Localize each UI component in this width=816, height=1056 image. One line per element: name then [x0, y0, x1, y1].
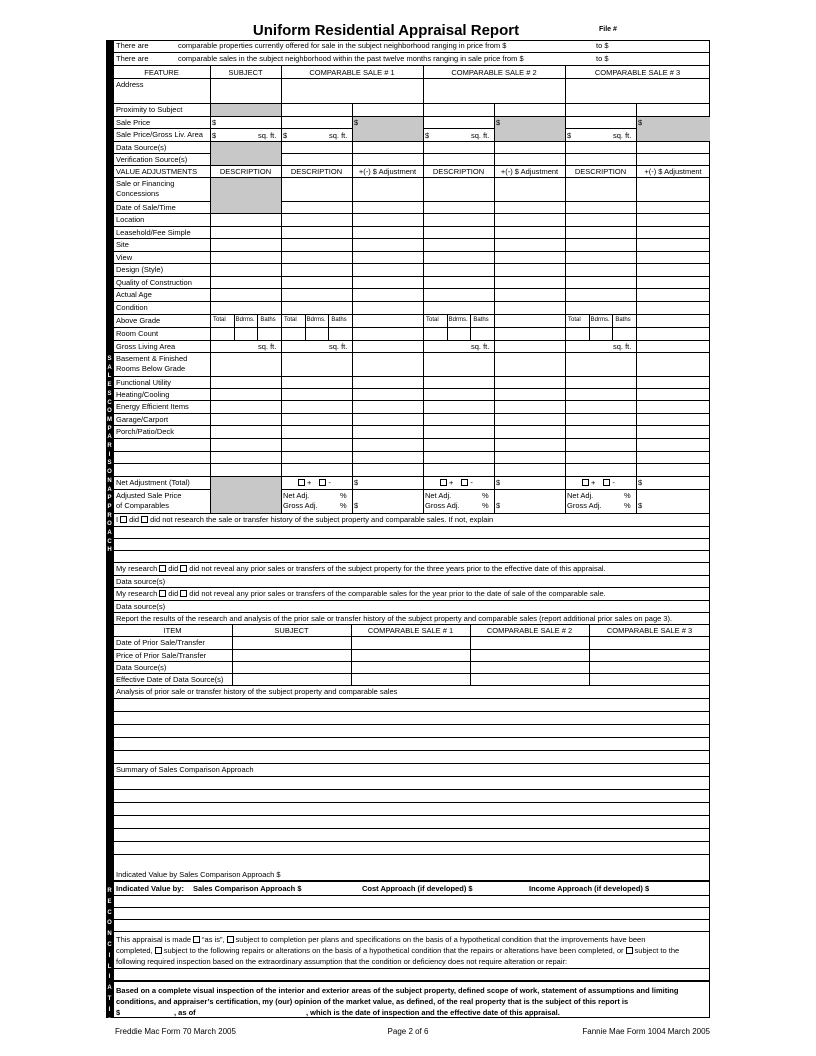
row-divider [113, 649, 710, 650]
row-divider [113, 968, 710, 969]
row-label: Leasehold/Fee Simple [116, 228, 191, 237]
sidebar-letter: A [107, 985, 112, 992]
made-subject-to: subject to the [634, 946, 680, 955]
made-repairs: subject to the following repairs or alterations on the basis of a hypothetical condition that the repairs or alterations have been completed, or [163, 946, 624, 955]
rooms-total: Total [568, 317, 581, 323]
net-adjustment-signs [296, 478, 331, 487]
footer-freddie: Freddie Mac Form 70 March 2005 [115, 1027, 236, 1036]
sidebar-letter: P [107, 495, 112, 502]
rooms-total: Total [213, 317, 226, 323]
row-label: VALUE ADJUSTMENTS [116, 167, 198, 176]
row-divider [113, 841, 710, 842]
made-as-is: “as is”, [202, 935, 225, 944]
row-label: Verification Source(s) [116, 155, 188, 164]
row-divider [113, 600, 710, 601]
column-divider [470, 314, 471, 340]
row-divider [113, 425, 710, 426]
row-divider [113, 737, 710, 738]
row-divider [113, 789, 710, 790]
sidebar-letter: I [108, 1006, 111, 1013]
net-adjustment-dollar: $ [354, 478, 359, 487]
row-label: Sale Price/Gross Liv. Area [116, 130, 203, 139]
column-divider [612, 314, 613, 340]
my-research-label: My research [116, 589, 158, 598]
recon-income-approach: Income Approach (if developed) $ [529, 884, 650, 893]
research-subject-text: did not reveal any prior sales or transfers of the subject property for the three years prior to the effective date of this appraisal. [189, 564, 606, 573]
sidebar-sales-comparison [106, 355, 113, 555]
checkbox[interactable] [626, 947, 633, 954]
row-divider [113, 65, 710, 66]
row-divider [113, 153, 710, 154]
sidebar-letter: R [107, 512, 112, 519]
header-subject: SUBJECT [228, 68, 263, 77]
sidebar-letter: C [107, 538, 112, 545]
gross-adj-percent: % [340, 501, 347, 510]
row-divider [113, 288, 710, 289]
row-divider [113, 776, 710, 777]
based-as-of: , as of [174, 1008, 196, 1017]
row-label: Condition [116, 303, 148, 312]
row-label: View [116, 253, 133, 262]
row-label: Concessions [116, 189, 159, 198]
comp2-gla-sqft: sq. ft. [471, 342, 490, 351]
page-title: Uniform Residential Appraisal Report [252, 22, 520, 39]
rooms-bdrms: Bdrms. [590, 317, 610, 323]
intro-offered-text: comparable properties currently offered for sale in the subject neighborhood ranging in price from $ [178, 41, 507, 50]
minus-sign: - [470, 478, 473, 487]
row-label: Rooms Below Grade [116, 364, 186, 373]
row-divider [113, 413, 710, 414]
row-label: Location [116, 215, 145, 224]
sidebar-letter: C [107, 399, 112, 406]
history-header-comp1: COMPARABLE SALE # 1 [367, 626, 454, 635]
column-divider [257, 314, 258, 340]
header-feature: FEATURE [144, 68, 179, 77]
analysis-label: Analysis of prior sale or transfer history of the subject property and comparable sales [116, 687, 398, 696]
research-comparable-text: did not reveal any prior sales or transfers of the comparable sales for the year prior to the date of sale of the comparable sale. [189, 589, 606, 598]
row-divider [113, 314, 710, 315]
row-divider [113, 476, 710, 477]
sidebar-letter: E [107, 382, 112, 389]
subject-psf-dollar: $ [212, 131, 217, 140]
row-divider [113, 538, 710, 539]
made-a: This appraisal is made [116, 935, 192, 944]
row-divider [113, 201, 710, 202]
sidebar-letter: N [107, 1028, 112, 1035]
comp3-psf-sqft: sq. ft. [613, 131, 632, 140]
row-divider [113, 673, 710, 674]
checkbox[interactable] [319, 479, 326, 486]
shaded-cell [211, 178, 281, 214]
row-label: Data Source(s) [116, 143, 167, 152]
recon-sales-approach: Sales Comparison Approach $ [193, 884, 302, 893]
row-divider [113, 828, 710, 829]
did-label: did [129, 515, 140, 524]
row-divider [113, 301, 710, 302]
sidebar-letter: A [107, 434, 112, 441]
comp3-price-dollar: $ [638, 118, 643, 127]
comp2-price-dollar: $ [496, 118, 501, 127]
comp1-psf-dollar: $ [283, 131, 288, 140]
row-divider [113, 661, 710, 662]
sidebar-letter: N [107, 477, 112, 484]
checkbox[interactable] [159, 590, 166, 597]
row-label: Quality of Construction [116, 278, 192, 287]
net-adjustment-signs [580, 478, 615, 487]
rooms-baths: Baths [473, 317, 489, 323]
row-divider [113, 919, 710, 920]
row-label: Basement & Finished [116, 354, 188, 363]
did-not-research-text: did not research the sale or transfer history of the subject property and comparable sales. If not, explain [150, 515, 494, 524]
sidebar-letter: S [107, 390, 112, 397]
row-label: Design (Style) [116, 265, 164, 274]
row-divider [113, 263, 710, 264]
column-divider [636, 103, 637, 513]
plus-sign: + [307, 478, 312, 487]
checkbox[interactable] [180, 565, 187, 572]
net-adjustment-dollar: $ [496, 478, 501, 487]
sidebar-letter: A [107, 364, 112, 371]
shaded-cell [211, 104, 282, 117]
sidebar-letter: R [107, 888, 112, 894]
column-divider [565, 65, 566, 513]
history-row-label: Price of Prior Sale/Transfer [116, 651, 207, 660]
row-label: Site [116, 240, 129, 249]
did-label: did [168, 564, 179, 573]
gross-adj-percent: % [482, 501, 489, 510]
row-divider [113, 103, 710, 104]
header-comp2: COMPARABLE SALE # 2 [451, 68, 537, 77]
row-divider [113, 685, 710, 686]
sidebar-letter: C [107, 909, 112, 916]
row-label: Date of Sale/Time [116, 203, 176, 212]
row-divider [113, 226, 710, 227]
recon-cost-approach: Cost Approach (if developed) $ [362, 884, 473, 893]
comp1-price-dollar: $ [354, 118, 359, 127]
sidebar-letter: C [107, 941, 112, 948]
row-label: Sale Price [116, 118, 151, 127]
header-comp1: COMPARABLE SALE # 1 [309, 68, 395, 77]
row-label: Garage/Carport [116, 415, 169, 424]
row-divider [113, 624, 710, 625]
rooms-bdrms: Bdrms. [235, 317, 255, 323]
column-divider [281, 65, 282, 513]
checkbox[interactable] [159, 565, 166, 572]
row-label: Proximity to Subject [116, 105, 183, 114]
rooms-bdrms: Bdrms. [448, 317, 468, 323]
row-divider [113, 526, 710, 527]
adjusted-price-dollar: $ [496, 501, 501, 510]
sidebar-letter: T [107, 995, 112, 1002]
comp1-description-header: DESCRIPTION [290, 167, 343, 176]
sidebar-letter: O [107, 408, 112, 415]
row-label: Energy Efficient Items [116, 402, 189, 411]
rooms-baths: Baths [260, 317, 276, 323]
row-divider [113, 251, 710, 252]
sidebar-letter: A [107, 486, 112, 493]
adjusted-price-dollar: $ [354, 501, 359, 510]
made-completion: subject to completion per plans and specifications on the basis of a hypothetical condition that the improvements have been [235, 935, 646, 944]
row-label: Functional Utility [116, 378, 172, 387]
rooms-baths: Baths [615, 317, 631, 323]
comp1-adjustment-header: +(-) $ Adjustment [358, 167, 417, 176]
history-header-comp3: COMPARABLE SALE # 3 [606, 626, 693, 635]
row-divider [113, 698, 710, 699]
checkbox[interactable] [227, 936, 234, 943]
checkbox[interactable] [193, 936, 200, 943]
checkbox[interactable] [180, 590, 187, 597]
row-divider [113, 907, 710, 908]
row-divider [113, 463, 710, 464]
row-divider [113, 165, 710, 166]
column-divider [328, 314, 329, 340]
row-divider [113, 854, 710, 855]
row-divider [113, 636, 710, 637]
sidebar-reconciliation [106, 886, 113, 1037]
subject-gla-sqft: sq. ft. [258, 342, 277, 351]
row-label: Actual Age [116, 290, 152, 299]
header-comp3: COMPARABLE SALE # 3 [594, 68, 681, 77]
based-line-2: conditions, and appraiser’s certification, my (our) opinion of the market value, as defined, of the real property that is the subject of this report is [116, 997, 629, 1006]
row-label: of Comparables [116, 501, 169, 510]
sidebar-letter: S [107, 356, 112, 362]
row-label: Sale or Financing [116, 179, 175, 188]
sidebar-letter: E [107, 898, 112, 905]
plus-sign: + [591, 478, 596, 487]
intro-to-1: to $ [596, 41, 609, 50]
row-divider [113, 763, 710, 764]
footer-fannie: Fannie Mae Form 1004 March 2005 [582, 1027, 710, 1036]
history-header-item: ITEM [163, 626, 182, 635]
subject-description-header: DESCRIPTION [219, 167, 272, 176]
sidebar-letter: H [107, 547, 112, 554]
gross-adj-label: Gross Adj. [283, 501, 318, 510]
row-divider [113, 400, 710, 401]
rooms-baths: Baths [331, 317, 347, 323]
checkbox[interactable] [582, 479, 589, 486]
rooms-total: Total [284, 317, 297, 323]
row-label: Above Grade [116, 316, 161, 325]
comp2-description-header: DESCRIPTION [432, 167, 485, 176]
row-divider [113, 815, 710, 816]
shaded-cell [211, 477, 281, 514]
based-effective-date: , which is the date of inspection and the effective date of this appraisal. [306, 1008, 560, 1017]
sidebar-letter: R [107, 443, 112, 450]
comp2-adjustment-header: +(-) $ Adjustment [500, 167, 559, 176]
row-divider [113, 438, 710, 439]
sidebar-letter: L [107, 963, 112, 970]
row-divider [113, 52, 710, 53]
column-divider [494, 103, 495, 513]
row-divider [113, 724, 710, 725]
column-divider [352, 103, 353, 513]
research-did-line [116, 515, 493, 524]
my-research-label: My research [116, 564, 158, 573]
sidebar-letter: N [107, 931, 112, 938]
row-label: Net Adjustment (Total) [116, 478, 190, 487]
intro-sales-text: comparable sales in the subject neighborhood within the past twelve months ranging in sale price from $ [178, 54, 524, 63]
sidebar-letter: O [107, 920, 112, 927]
checkbox[interactable] [603, 479, 610, 486]
row-divider [113, 388, 710, 389]
checkbox[interactable] [440, 479, 447, 486]
sidebar-letter: S [107, 460, 112, 467]
net-adj-label: Net Adj. [425, 491, 452, 500]
checkbox[interactable] [298, 479, 305, 486]
row-divider [113, 802, 710, 803]
history-row-label: Date of Prior Sale/Transfer [116, 638, 205, 647]
row-divider [113, 550, 710, 551]
row-divider [113, 238, 710, 239]
i-label: I [116, 515, 119, 524]
gross-adj-percent: % [624, 501, 631, 510]
history-row-label: Effective Date of Data Source(s) [116, 675, 224, 684]
history-row-label: Data Source(s) [116, 663, 167, 672]
history-header-subject: SUBJECT [274, 626, 309, 635]
row-divider [113, 141, 710, 142]
data-sources-2: Data source(s) [116, 602, 166, 611]
indicated-value-sales: Indicated Value by Sales Comparison Approach $ [116, 870, 281, 879]
comp3-psf-dollar: $ [567, 131, 572, 140]
based-line-1: Based on a complete visual inspection of the interior and exterior areas of the subject property, defined scope of work, statement of assumptions and limiting [116, 986, 679, 995]
row-divider [113, 451, 710, 452]
history-header-comp2: COMPARABLE SALE # 2 [486, 626, 573, 635]
sidebar-letter: O [107, 1017, 112, 1024]
column-divider [423, 65, 424, 513]
gross-adj-label: Gross Adj. [567, 501, 602, 510]
comp1-psf-sqft: sq. ft. [329, 131, 348, 140]
row-divider [113, 562, 710, 563]
row-divider [113, 587, 710, 588]
row-label: Address [116, 80, 144, 89]
row-divider [113, 880, 710, 882]
comp3-adjustment-header: +(-) $ Adjustment [644, 167, 702, 176]
comp2-psf-sqft: sq. ft. [471, 131, 490, 140]
row-divider [113, 575, 710, 576]
row-divider [113, 489, 710, 490]
gross-adj-label: Gross Adj. [425, 501, 460, 510]
row-label: Heating/Cooling [116, 390, 170, 399]
net-adj-label: Net Adj. [283, 491, 310, 500]
sidebar-letter: I [108, 451, 111, 458]
made-inspection: following required inspection based on the extraordinary assumption that the condition or deficiency does not require alteration or repair: [116, 957, 568, 966]
net-adj-percent: % [624, 491, 631, 500]
intro-there-are-1: There are [116, 41, 149, 50]
row-label: Porch/Patio/Deck [116, 427, 174, 436]
row-divider [113, 340, 710, 341]
row-divider [113, 711, 710, 712]
column-divider [305, 314, 306, 340]
checkbox[interactable] [141, 516, 148, 523]
checkbox[interactable] [461, 479, 468, 486]
row-divider [113, 931, 710, 932]
row-divider [113, 513, 710, 514]
footer-page: Page 2 of 6 [387, 1027, 429, 1036]
report-results-text: Report the results of the research and analysis of the prior sale or transfer history of the subject property and comparable sales (report additional prior sales on page 3). [116, 614, 673, 623]
shaded-cell [211, 142, 281, 166]
shaded-cell [495, 117, 565, 142]
rooms-total: Total [426, 317, 439, 323]
row-divider [113, 612, 710, 613]
sidebar-letter: M [107, 416, 112, 423]
comp2-psf-dollar: $ [425, 131, 430, 140]
sidebar-letter: I [108, 952, 111, 959]
row-divider [113, 376, 710, 377]
row-divider [113, 78, 710, 79]
row-divider [113, 750, 710, 751]
rooms-bdrms: Bdrms. [306, 317, 326, 323]
sidebar-letter: O [107, 469, 112, 476]
row-label: Adjusted Sale Price [116, 491, 182, 500]
minus-sign: - [328, 478, 331, 487]
recon-indicated-by: Indicated Value by: [116, 884, 184, 893]
adjusted-price-dollar: $ [638, 501, 643, 510]
column-divider [589, 314, 590, 340]
comp3-gla-sqft: sq. ft. [613, 342, 632, 351]
plus-sign: + [449, 478, 454, 487]
research-comparable-line [116, 589, 606, 598]
shaded-cell [353, 117, 423, 142]
minus-sign: - [612, 478, 615, 487]
research-subject-line [116, 564, 606, 573]
file-number-label: File # [599, 26, 617, 33]
sidebar-letter: O [107, 521, 112, 528]
net-adjustment-dollar: $ [638, 478, 643, 487]
intro-to-2: to $ [596, 54, 609, 63]
sidebar-letter: A [107, 530, 112, 537]
row-label: Gross Living Area [116, 342, 176, 351]
appraisal-made-line-2 [116, 946, 679, 955]
sidebar-letter: P [107, 425, 112, 432]
subject-psf-sqft: sq. ft. [258, 131, 277, 140]
checkbox[interactable] [155, 947, 162, 954]
data-sources-1: Data source(s) [116, 577, 166, 586]
column-divider [234, 314, 235, 340]
appraisal-made-line-1 [116, 935, 645, 944]
subject-price-dollar: $ [212, 118, 217, 127]
row-divider [113, 895, 710, 896]
did-label: did [168, 589, 179, 598]
row-divider [113, 276, 710, 277]
sidebar-letter: L [107, 373, 112, 380]
row-divider [113, 213, 710, 214]
made-completed: completed, [116, 946, 153, 955]
shaded-cell [637, 117, 710, 142]
summary-label: Summary of Sales Comparison Approach [116, 765, 254, 774]
row-divider [113, 177, 710, 178]
row-divider [113, 327, 710, 328]
checkbox[interactable] [120, 516, 127, 523]
based-dollar: $ [116, 1008, 121, 1017]
row-divider [113, 352, 710, 353]
net-adj-percent: % [340, 491, 347, 500]
sidebar-letter: P [107, 503, 112, 510]
intro-there-are-2: There are [116, 54, 149, 63]
column-divider [210, 65, 211, 513]
net-adjustment-signs [438, 478, 473, 487]
comp1-gla-sqft: sq. ft. [329, 342, 348, 351]
sidebar-letter: I [108, 974, 111, 981]
row-label: Room Count [116, 329, 159, 338]
row-divider [113, 980, 710, 982]
net-adj-label: Net Adj. [567, 491, 594, 500]
net-adj-percent: % [482, 491, 489, 500]
comp3-description-header: DESCRIPTION [574, 167, 627, 176]
column-divider [447, 314, 448, 340]
